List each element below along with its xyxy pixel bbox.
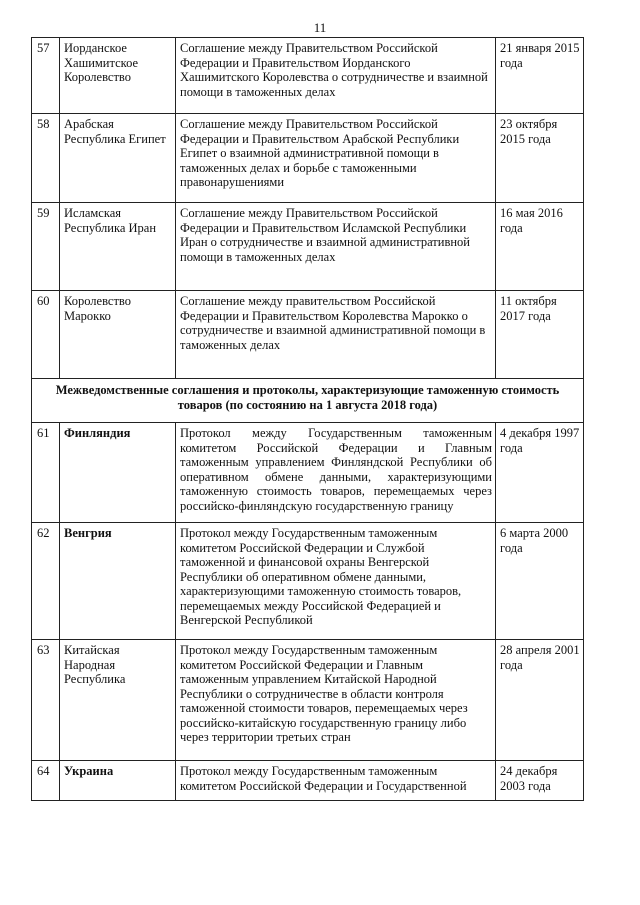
agreements-table [31,37,584,801]
document-cell: Протокол между Государственным таможенным комитетом Российской Федерации и Государственной [176,761,496,801]
document-cell: Протокол между Государственным таможенным комитетом Российской Федерации и Главным таможенным управлением Китайской Народной Республики о сотрудничестве в области контроля таможенной стоимости товаров, перемещаемых через российско-китайскую государственную границу либо через территории третьих стран [176,640,496,761]
document-cell: Соглашение между правительством Российской Федерации и Правительством Королевства Марокко о сотрудничестве и взаимной административной помощи в таможенных делах [176,291,496,379]
table-row [32,38,584,114]
date-cell: 16 мая 2016 года [496,203,584,291]
country-cell: Королевство Марокко [60,291,176,379]
row-number: 57 [32,38,60,114]
country-cell: Китайская Народная Республика [60,640,176,761]
date-cell: 21 января 2015 года [496,38,584,114]
country-cell: Венгрия [60,523,176,640]
row-number: 61 [32,423,60,523]
row-number: 63 [32,640,60,761]
country-cell: Исламская Республика Иран [60,203,176,291]
date-cell: 24 декабря 2003 года [496,761,584,801]
country-cell: Иорданское Хашимитское Королевство [60,38,176,114]
table-row [32,761,584,801]
date-cell: 11 октября 2017 года [496,291,584,379]
row-number: 58 [32,114,60,203]
country-cell: Арабская Республика Египет [60,114,176,203]
document-cell: Соглашение между Правительством Российской Федерации и Правительством Иорданского Хашимитского Королевства о сотрудничестве и взаимной помощи в таможенных делах [176,38,496,114]
date-cell: 4 декабря 1997 года [496,423,584,523]
table-row [32,523,584,640]
table-row [32,423,584,523]
table-row [32,203,584,291]
table-row [32,640,584,761]
document-cell: Соглашение между Правительством Российской Федерации и Правительством Арабской Республики Египет о взаимной административной помощи в таможенных делах и борьбе с таможенными правонарушениями [176,114,496,203]
table-row [32,291,584,379]
date-cell: 6 марта 2000 года [496,523,584,640]
page-number: 11 [313,20,327,35]
row-number: 62 [32,523,60,640]
date-cell: 23 октября 2015 года [496,114,584,203]
country-cell: Украина [60,761,176,801]
section-heading: Межведомственные соглашения и протоколы, характеризующие таможенную стоимость товаров (по состоянию на 1 августа 2018 года) [32,379,584,423]
row-number: 60 [32,291,60,379]
date-cell: 28 апреля 2001 года [496,640,584,761]
document-cell: Соглашение между Правительством Российской Федерации и Правительством Исламской Республики Иран о сотрудничестве и взаимной административной помощи в таможенных делах [176,203,496,291]
country-cell: Финляндия [60,423,176,523]
row-number: 64 [32,761,60,801]
row-number: 59 [32,203,60,291]
section-heading-row [32,379,584,423]
document-cell: Протокол между Государственным таможенным комитетом Российской Федерации и Службой таможенной и финансовой охраны Венгерской Республики об оперативном обмене данными, характеризующими таможенную стоимость товаров, перемещаемых между Российской Федерацией и Венгерской Республикой [176,523,496,640]
document-cell: Протокол между Государственным таможенным комитетом Российской Федерации и Главным таможенным управлением Финляндской Республики об оперативном обмене данными, характеризующими таможенную стоимость товаров, перемещаемых через российско-финляндскую государственную границу [176,423,496,523]
table-row [32,114,584,203]
